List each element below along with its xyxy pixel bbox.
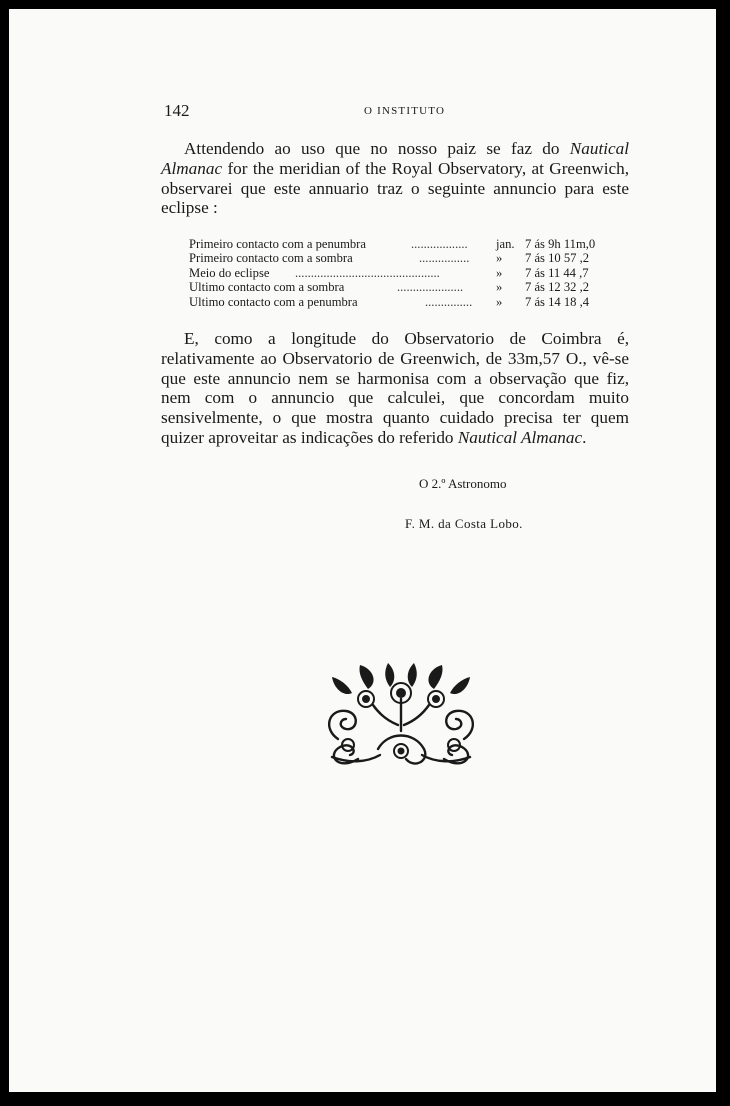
event-label: Primeiro contacto com a penumbra xyxy=(189,237,366,251)
book-page xyxy=(9,9,716,1092)
event-date: » xyxy=(496,265,503,280)
paragraph-2: E, como a longitude do Observatorio de Coimbra é, relativamente ao Observatorio de Greenwich, de 33m,57 O., vê-se que este annuncio nem se harmonisa com a observação que fiz, nem com o annuncio que calculei, que concordam muito sensivelmente, o que mostra quanto cuidado precisa ter quem quizer aproveitar as indicações do referido Nautical Almanac. xyxy=(161,329,629,447)
event-time: 7 ás 14 18 ,4 xyxy=(525,294,590,309)
floral-ornament-icon xyxy=(318,659,484,775)
page-number: 142 xyxy=(164,101,190,120)
publication-title: Nautical Almanac xyxy=(457,427,583,447)
time-row xyxy=(189,266,619,280)
running-title: O INSTITUTO xyxy=(364,105,446,117)
event-time: 7 ás 11 44 ,7 xyxy=(525,265,589,280)
eclipse-times-table xyxy=(189,237,619,309)
event-date: » xyxy=(496,294,503,309)
time-row xyxy=(189,280,619,294)
event-time: 7 ás 12 32 ,2 xyxy=(525,280,590,295)
event-label: Meio do eclipse xyxy=(189,265,270,280)
time-row xyxy=(189,251,619,265)
page-header xyxy=(9,101,716,121)
time-row xyxy=(189,237,619,251)
leader-dots: .................. xyxy=(411,237,468,251)
event-date: » xyxy=(496,251,503,266)
event-label: Primeiro contacto com a sombra xyxy=(189,251,353,266)
leader-dots: ................ xyxy=(419,251,470,266)
leader-dots: ..................... xyxy=(397,280,464,295)
leader-dots: .............................................. xyxy=(295,265,440,280)
event-label: Ultimo contacto com a sombra xyxy=(189,280,345,295)
paragraph-1: Attendendo ao uso que no nosso paiz se faz do Nautical Almanac for the meridian of the Royal Observatory, at Greenwich, observarei que este annuario traz o seguinte annuncio para este eclipse : xyxy=(161,139,629,218)
time-row xyxy=(189,295,619,309)
event-date: » xyxy=(496,280,503,295)
event-time: 7 ás 10 57 ,2 xyxy=(525,251,590,266)
event-time: 7 ás 9h 11m,0 xyxy=(525,237,596,251)
signature-name: F. M. da Costa Lobo. xyxy=(405,516,523,531)
publication-title: Nautical Almanac xyxy=(161,139,629,178)
leader-dots: ............... xyxy=(425,294,473,309)
signature-title: O 2.º Astronomo xyxy=(419,476,507,491)
event-label: Ultimo contacto com a penumbra xyxy=(189,294,358,309)
event-date: jan. xyxy=(496,237,515,251)
